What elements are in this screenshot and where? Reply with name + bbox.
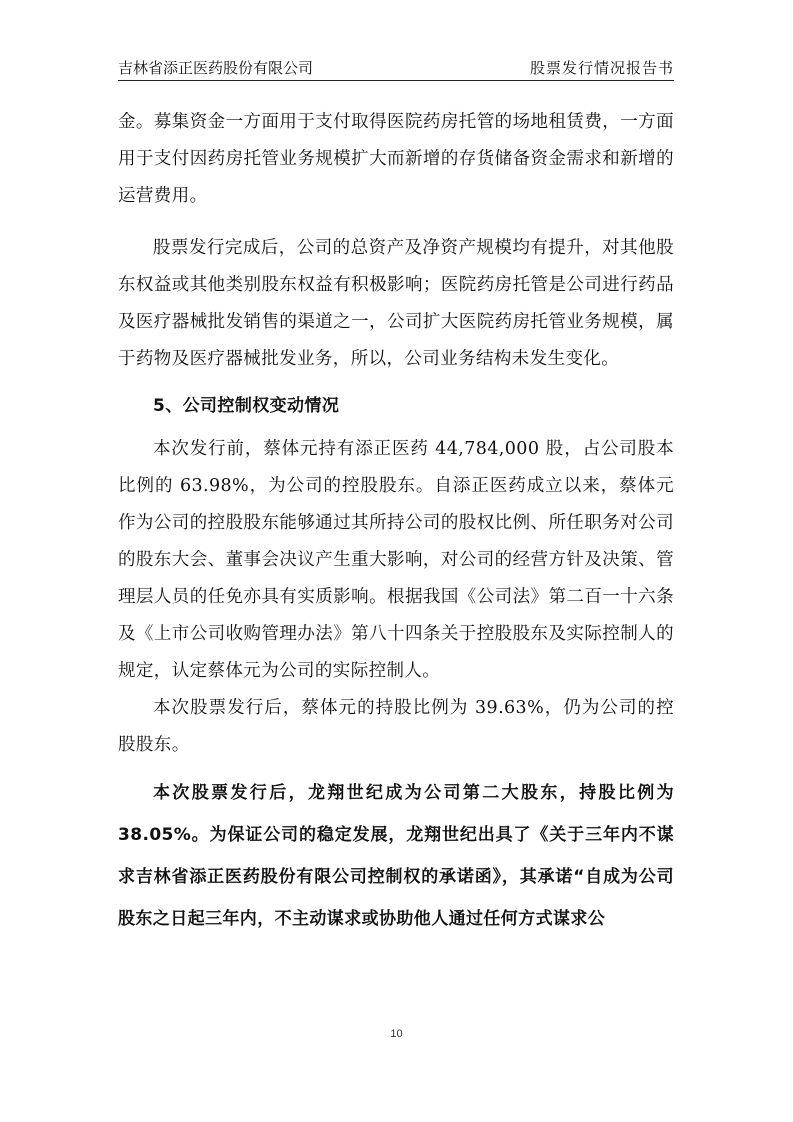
page-header	[118, 58, 674, 81]
header-company-name: 吉林省添正医药股份有限公司	[118, 59, 314, 77]
section-heading-control-change: 5、公司控制权变动情况	[153, 396, 340, 416]
header-document-title: 股票发行情况报告书	[529, 59, 674, 77]
paragraph-post-issuance-effects: 股票发行完成后，公司的总资产及净资产规模均有提升，对其他股东权益或其他类别股东权益有积极影响；医院药房托管是公司进行药品及医疗器械批发销售的渠道之一，公司扩大医院药房托管业务规模，属于药物及医疗器械批发业务，所以，公司业务结构未发生变化。	[118, 238, 674, 369]
paragraph-fund-usage: 金。募集资金一方面用于支付取得医院药房托管的场地租赁费，一方面用于支付因药房托管业务规模扩大而新增的存货储备资金需求和新增的运营费用。	[118, 112, 674, 206]
paragraph-pre-issuance-control: 本次发行前，蔡体元持有添正医药 44,784,000 股，占公司股本比例的 63.98%，为公司的控股股东。自添正医药成立以来，蔡体元作为公司的控股股东能够通过其所持公司的股权比例、所任职务对公司的股东大会、董事会决议产生重大影响，对公司的经营方针及决策、管理层人员的任免亦具有实质影响。根据我国《公司法》第二百一十六条及《上市公司收购管理办法》第八十四条关于控股股东及实际控制人的规定，认定蔡体元为公司的实际控制人。	[118, 439, 674, 681]
document-body	[118, 104, 674, 940]
page-number: 10	[390, 1028, 403, 1040]
paragraph-second-shareholder: 本次股票发行后，龙翔世纪成为公司第二大股东，持股比例为38.05%。为保证公司的稳定发展，龙翔世纪出具了《关于三年内不谋求吉林省添正医药股份有限公司控制权的承诺函》，其承诺“自成为公司股东之日起三年内，不主动谋求或协助他人通过任何方式谋求公	[118, 783, 674, 929]
paragraph-post-issuance-holding: 本次股票发行后，蔡体元的持股比例为 39.63%，仍为公司的控股股东。	[118, 698, 674, 755]
